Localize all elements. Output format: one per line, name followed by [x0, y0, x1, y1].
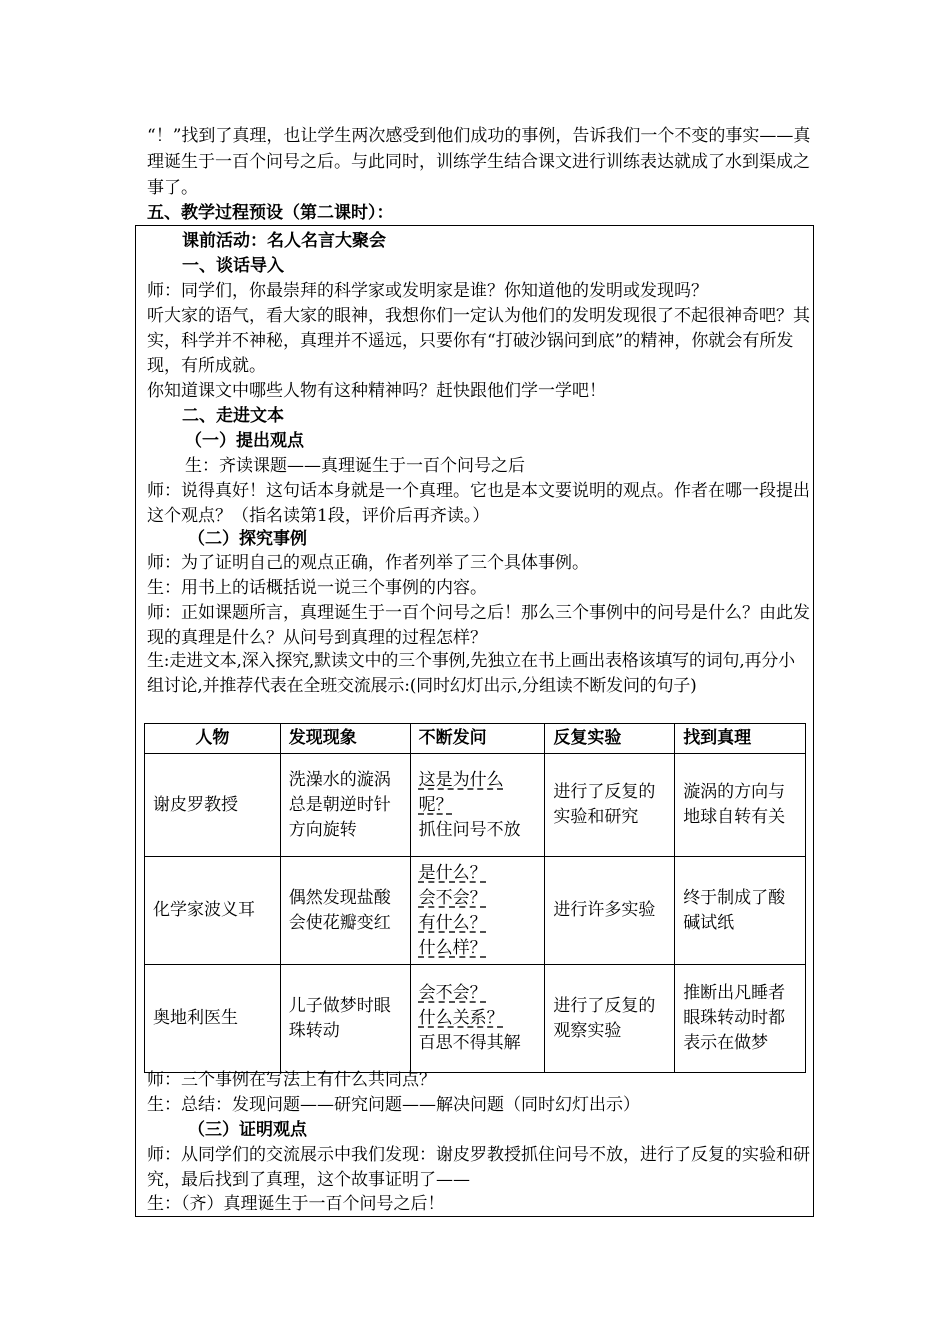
table-row — [145, 857, 806, 965]
table-header: 不断发问 — [410, 724, 545, 754]
subsection-two-heading: （二）探究事例 — [188, 529, 307, 549]
question-note: 百思不得其解 — [418, 1033, 521, 1053]
part-one-heading: 一、谈话导入 — [182, 256, 284, 276]
questions-cell — [410, 965, 545, 1073]
phenomenon-cell: 儿子做梦时眼珠转动 — [280, 965, 410, 1073]
table-row — [145, 754, 806, 857]
questions-cell — [410, 857, 545, 965]
phenomenon-cell: 偶然发现盐酸会使花瓣变红 — [280, 857, 410, 965]
section-five-heading: 五、教学过程预设（第二课时）： — [147, 203, 394, 223]
person-cell: 奥地利医生 — [145, 965, 281, 1073]
student-line-1: 生：齐读课题——真理诞生于一百个问号之后 — [185, 456, 525, 476]
question-text: 会不会？ — [418, 887, 487, 908]
truth-cell: 推断出凡睡者眼珠转动时都表示在做梦 — [675, 965, 806, 1073]
experiment-cell: 进行许多实验 — [545, 857, 675, 965]
teacher-line-5: 师：为了证明自己的观点正确，作者列举了三个具体事例。 — [147, 553, 589, 573]
intro-paragraph: “！”找到了真理，也让学生两次感受到他们成功的事例，告诉我们一个不变的事实——真理诞生于一百个问号之后。与此同时，训练学生结合课文进行训练表达就成了水到渠成之事了。 — [147, 126, 811, 198]
question-text: 是什么？ — [418, 862, 487, 883]
table-header-row — [145, 724, 806, 754]
pre-activity-heading: 课前活动：名人名言大聚会 — [182, 231, 386, 251]
student-line-4: 生：总结：发现问题——研究问题——解决问题（同时幻灯出示） — [147, 1095, 640, 1115]
subsection-one-heading: （一）提出观点 — [185, 431, 304, 451]
table-header: 找到真理 — [675, 724, 806, 754]
question-text: 有什么？ — [418, 912, 487, 933]
truth-cell: 漩涡的方向与地球自转有关 — [675, 754, 806, 857]
subsection-three-heading: （三）证明观点 — [188, 1120, 307, 1140]
questions-cell — [410, 754, 545, 857]
teacher-line-2: 听大家的语气，看大家的眼神，我想你们一定认为他们的发明发现很了不起很神奇吧？其实，科学并不神秘，真理并不遥远，只要你有“打破沙锅问到底”的精神，你就会有所发现，有所成就。 — [147, 306, 810, 376]
question-text: 会不会？ — [418, 983, 487, 1003]
question-text: 这是为什么呢？ — [418, 769, 504, 815]
question-text: 什么关系？ — [418, 1008, 504, 1028]
student-line-3: 生:走进文本,深入探究,默读文中的三个事例,先独立在书上画出表格该填写的词句,再分小组讨论,并推荐代表在全班交流展示:(同时幻灯出示,分组读不断发问的句子) — [147, 651, 795, 696]
experiment-cell: 进行了反复的观察实验 — [545, 965, 675, 1073]
question-note: 抓住问号不放 — [418, 819, 521, 840]
table-header: 反复实验 — [545, 724, 675, 754]
experiment-cell: 进行了反复的实验和研究 — [545, 754, 675, 857]
student-line-5: 生：（齐）真理诞生于一百个问号之后！ — [147, 1194, 445, 1214]
teacher-line-3: 你知道课文中哪些人物有这种精神吗？赶快跟他们学一学吧！ — [147, 381, 606, 401]
case-table — [144, 723, 806, 1073]
table-header: 人物 — [145, 724, 281, 754]
teacher-line-1: 师：同学们，你最崇拜的科学家或发明家是谁？你知道他的发明或发现吗？ — [147, 281, 708, 301]
teacher-line-8: 师：从同学们的交流展示中我们发现：谢皮罗教授抓住问号不放，进行了反复的实验和研究，最后找到了真理，这个故事证明了—— — [147, 1145, 810, 1190]
part-two-heading: 二、走进文本 — [182, 406, 284, 426]
teacher-line-6: 师：正如课题所言，真理诞生于一百个问号之后！那么三个事例中的问号是什么？由此发现的真理是什么？从问号到真理的过程怎样？ — [147, 603, 810, 648]
question-text: 什么样？ — [418, 937, 487, 958]
teacher-line-7: 师：三个事例在写法上有什么共同点？ — [147, 1070, 436, 1090]
table-row — [145, 965, 806, 1073]
person-cell: 谢皮罗教授 — [145, 754, 281, 857]
truth-cell: 终于制成了酸碱试纸 — [675, 857, 806, 965]
teacher-line-4: 师：说得真好！这句话本身就是一个真理。它也是本文要说明的观点。作者在哪一段提出这个观点？（指名读第1段，评价后再齐读。） — [147, 481, 810, 526]
person-cell: 化学家波义耳 — [145, 857, 281, 965]
table-header: 发现现象 — [280, 724, 410, 754]
phenomenon-cell: 洗澡水的漩涡总是朝逆时针方向旋转 — [280, 754, 410, 857]
student-line-2: 生：用书上的话概括说一说三个事例的内容。 — [147, 578, 487, 598]
